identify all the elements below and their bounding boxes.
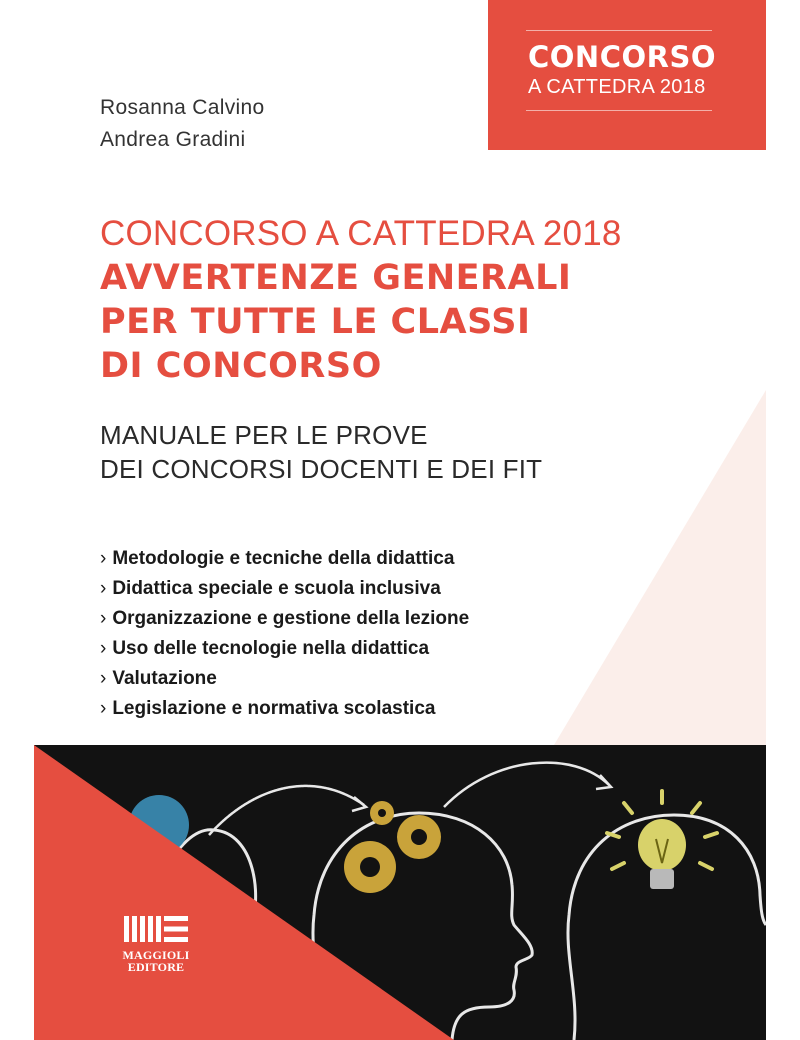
list-item [100,544,720,574]
topic-label: Valutazione [112,668,217,689]
list-item [100,574,720,604]
badge-subtitle: A CATTEDRA 2018 [528,76,706,98]
publisher-name: EDITORE [127,960,185,974]
topic-label: Organizzazione e gestione della lezione [112,608,470,629]
publisher-logo [120,914,192,973]
publisher-name: MAGGIOLI [122,948,190,962]
chevron-right-icon: › [100,548,107,569]
title-line: DI CONCORSO [100,346,382,386]
title-line: AVVERTENZE GENERALI [100,258,572,298]
chevron-right-icon: › [100,668,107,689]
topic-label: Metodologie e tecniche della didattica [112,548,455,569]
book-cover [34,0,766,1040]
subtitle-line: DEI CONCORSI DOCENTI E DEI FIT [100,454,543,484]
badge-title: CONCORSO [528,40,717,74]
chevron-right-icon: › [100,638,107,659]
authors [100,92,264,156]
topic-label: Legislazione e normativa scolastica [112,698,436,719]
author-name: Andrea Gradini [100,128,246,151]
chevron-right-icon: › [100,608,107,629]
topic-label: Didattica speciale e scuola inclusiva [112,578,441,599]
book-subtitle [100,418,720,486]
badge-bottom-rule [526,110,712,111]
list-item [100,664,720,694]
chevron-right-icon: › [100,698,107,719]
title-line: PER TUTTE LE CLASSI [100,302,531,342]
list-item [100,634,720,664]
cover-illustration [34,745,766,1040]
book-title [100,212,760,388]
topic-label: Uso delle tecnologie nella didattica [112,638,430,659]
publisher-mark-icon [120,914,192,944]
topics-list [100,544,720,724]
chevron-right-icon: › [100,578,107,599]
list-item [100,604,720,634]
subtitle-line: MANUALE PER LE PROVE [100,420,428,450]
author-name: Rosanna Calvino [100,96,265,119]
badge-top-rule [526,30,712,31]
series-badge [488,0,766,150]
title-line: CONCORSO A CATTEDRA 2018 [100,214,622,253]
list-item [100,694,720,724]
